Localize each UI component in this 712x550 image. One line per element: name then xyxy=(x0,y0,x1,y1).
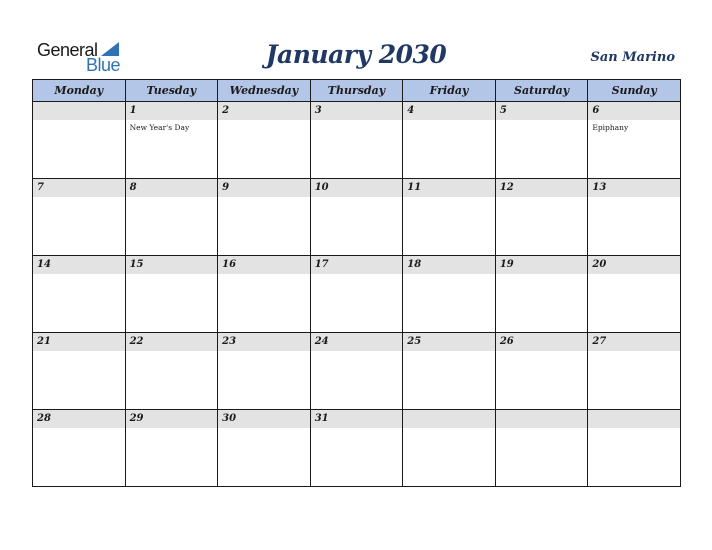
day-cell xyxy=(126,179,219,256)
week-row xyxy=(33,256,681,333)
day-number: 5 xyxy=(499,105,507,116)
day-cell xyxy=(403,102,496,179)
day-number: 4 xyxy=(407,105,415,116)
week-row xyxy=(33,179,681,256)
weekday-header-tuesday: Tuesday xyxy=(126,80,219,102)
day-cell xyxy=(588,333,681,410)
day-number: 6 xyxy=(592,105,600,116)
day-number: 18 xyxy=(407,259,422,270)
weekday-header-monday: Monday xyxy=(33,80,126,102)
day-cell xyxy=(403,410,496,487)
logo-flag-icon xyxy=(101,42,119,56)
day-cell xyxy=(218,179,311,256)
day-number: 27 xyxy=(592,336,607,347)
day-cell xyxy=(33,256,126,333)
day-number: 29 xyxy=(129,413,144,424)
day-cell xyxy=(588,179,681,256)
weekday-header-saturday: Saturday xyxy=(496,80,589,102)
day-number: 10 xyxy=(314,182,329,193)
day-cell xyxy=(33,410,126,487)
day-cell xyxy=(33,102,126,179)
day-cell xyxy=(126,333,219,410)
day-number: 24 xyxy=(314,336,329,347)
day-number-bar xyxy=(403,410,495,428)
day-number: 15 xyxy=(129,259,144,270)
weekday-header-row xyxy=(33,80,681,102)
day-number: 31 xyxy=(314,413,329,424)
day-cell xyxy=(403,179,496,256)
day-number: 9 xyxy=(222,182,230,193)
weekday-header-friday: Friday xyxy=(403,80,496,102)
day-number: 12 xyxy=(499,182,514,193)
day-number: 13 xyxy=(592,182,607,193)
weekday-header-sunday: Sunday xyxy=(588,80,681,102)
day-cell xyxy=(496,179,589,256)
day-number-bar xyxy=(126,179,218,197)
day-number-bar xyxy=(126,102,218,120)
day-number: 28 xyxy=(37,413,51,424)
day-cell xyxy=(311,102,404,179)
day-cell xyxy=(311,410,404,487)
day-number: 3 xyxy=(314,105,322,116)
day-number-bar xyxy=(588,410,680,428)
day-cell xyxy=(588,410,681,487)
day-cell xyxy=(33,179,126,256)
week-row xyxy=(33,102,681,179)
day-number: 16 xyxy=(222,259,237,270)
day-cell xyxy=(311,333,404,410)
day-number-bar xyxy=(218,179,310,197)
day-cell xyxy=(218,410,311,487)
day-number: 17 xyxy=(314,259,329,270)
day-number-bar xyxy=(403,102,495,120)
day-cell xyxy=(218,333,311,410)
logo-word-general: General xyxy=(37,40,98,60)
day-number: 22 xyxy=(129,336,144,347)
day-number: 26 xyxy=(499,336,514,347)
weekday-header-thursday: Thursday xyxy=(311,80,404,102)
day-cell xyxy=(403,256,496,333)
week-row xyxy=(33,410,681,487)
weekday-header-wednesday: Wednesday xyxy=(218,80,311,102)
day-cell xyxy=(126,102,219,179)
day-cell xyxy=(588,102,681,179)
day-cell xyxy=(311,256,404,333)
day-cell xyxy=(496,410,589,487)
holiday-label: Epiphany xyxy=(592,123,629,132)
holiday-label: New Year's Day xyxy=(129,123,190,132)
day-number: 7 xyxy=(37,182,44,193)
day-cell xyxy=(33,333,126,410)
calendar-grid xyxy=(32,79,681,487)
day-number-bar xyxy=(33,102,125,120)
day-number: 1 xyxy=(129,105,137,116)
day-number-bar xyxy=(33,179,125,197)
day-cell xyxy=(496,102,589,179)
day-number-bar xyxy=(218,102,310,120)
day-number: 14 xyxy=(37,259,51,270)
day-number-bar xyxy=(496,410,588,428)
day-number: 30 xyxy=(222,413,237,424)
day-cell xyxy=(311,179,404,256)
region-label: San Marino xyxy=(590,50,675,65)
day-cell xyxy=(496,256,589,333)
generalblue-logo xyxy=(37,40,127,74)
day-cell xyxy=(218,256,311,333)
day-cell xyxy=(403,333,496,410)
day-cell xyxy=(126,410,219,487)
week-row xyxy=(33,333,681,410)
day-number: 19 xyxy=(499,259,514,270)
day-number: 25 xyxy=(407,336,422,347)
day-cell xyxy=(588,256,681,333)
logo-word-blue: Blue xyxy=(86,55,121,75)
day-number-bar xyxy=(311,102,403,120)
day-number: 8 xyxy=(129,182,137,193)
day-number-bar xyxy=(588,102,680,120)
day-cell xyxy=(496,333,589,410)
day-number: 20 xyxy=(592,259,607,270)
calendar-title: January 2030 xyxy=(265,40,447,69)
day-cell xyxy=(218,102,311,179)
day-number-bar xyxy=(496,102,588,120)
day-number: 21 xyxy=(37,336,51,347)
day-number: 2 xyxy=(222,105,230,116)
day-cell xyxy=(126,256,219,333)
day-number: 23 xyxy=(222,336,237,347)
day-number: 11 xyxy=(407,182,422,193)
